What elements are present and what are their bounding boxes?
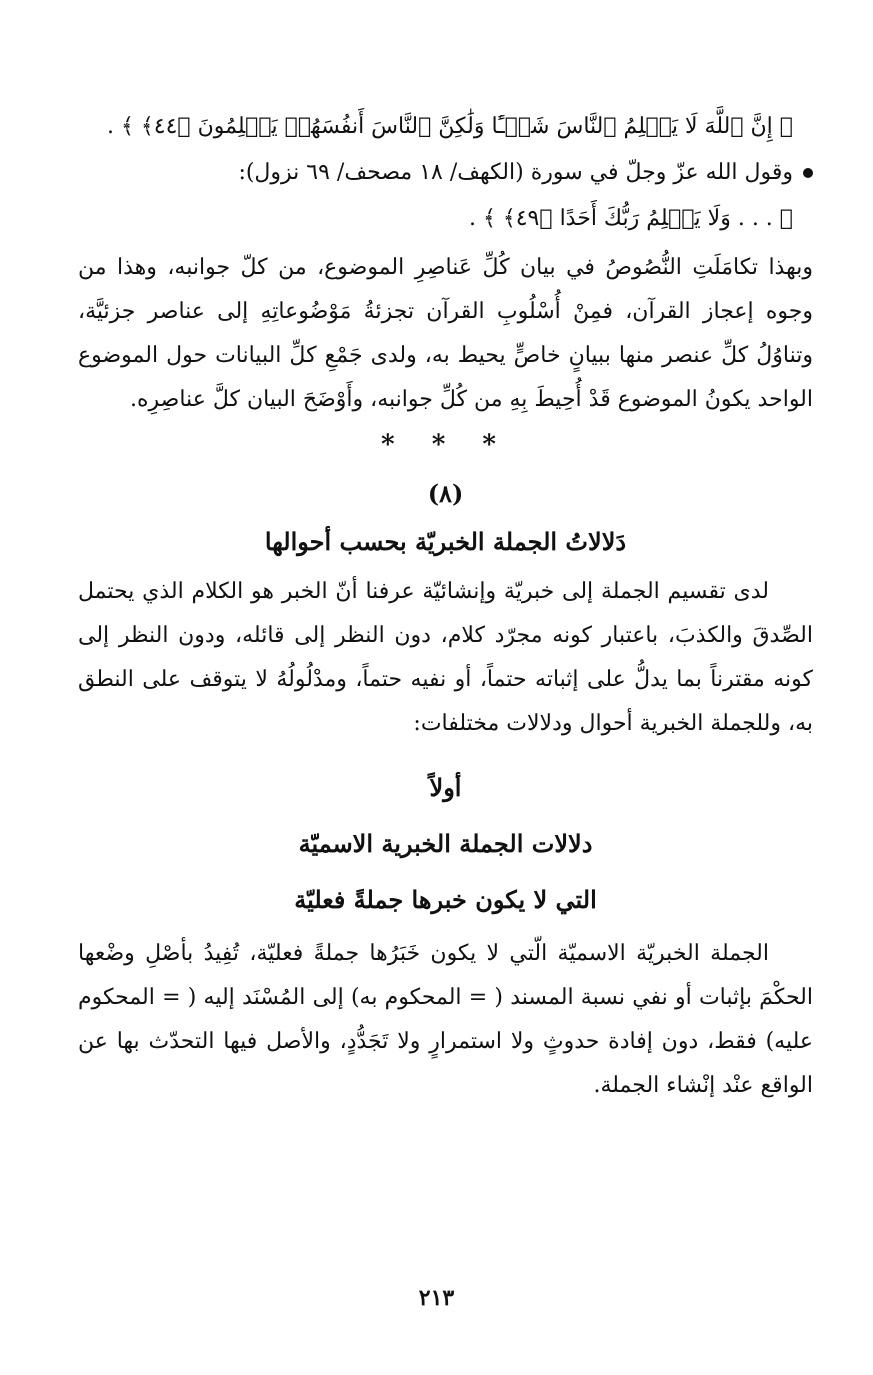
subheading-title-1: دلالات الجملة الخبرية الاسميّة	[298, 829, 593, 858]
paragraph-1: وبهذا تكامَلَتِ النُّصُوصُ في بيان كُلِّ عَناصِرِ الموضوع، من كلّ جوانبه، وهذا من وجوه إعجاز القرآن، فمِنْ أُسْلُوبِ القرآن تجزئةُ مَوْضُوعاتِهِ إلى عناصر جزئيَّة، وتناوُلُ كلِّ عنصر منها ببيانٍ خاصٍّ يحيط به، ولدى جَمْعِ كلِّ البيانات حول الموضوع الواحد يكونُ الموضوع قَدْ أُحِيطَ بِهِ من كُلِّ جوانبه، وأَوْضَحَ البيان كلَّ عناصِرِه.	[78, 255, 813, 412]
paragraph-2: لدى تقسيم الجملة إلى خبريّة وإنشائيّة عرفنا أنّ الخبر هو الكلام الذي يحتمل الصِّدقَ والكذبَ، باعتبار كونه مجرّد كلام، دون النظر إلى قائله، ودون النظر إلى كونه مقترناً بما يدلُّ على إثباته حتماً، أو نفيه حتماً، ومدْلُولُهُ لا يتوقف على النطق به، وللجملة الخبرية أحوال ودلالات مختلفات:	[78, 579, 813, 736]
page-number: ٢١٣	[418, 1285, 455, 1311]
subheading-title-2: التي لا يكون خبرها جملةً فعليّة	[294, 885, 597, 914]
bullet-item	[78, 150, 813, 196]
quran-verse-1: ﴿ إِنَّ ٱللَّهَ لَا يَظۡلِمُ ٱلنَّاسَ شَيۡـًٔا وَلَٰكِنَّ ٱلنَّاسَ أَنفُسَهُمۡ يَظۡلِمُونَ ﴿٤٤﴾ ﴾ .	[107, 114, 793, 139]
section-number: (٨)	[427, 479, 464, 508]
paragraph-3: الجملة الخبريّة الاسميّة الّتي لا يكون خَبَرُها جملةً فعليّة، تُفِيدُ بأصْلِ وضْعها الحكْمَ بإثبات أو نفي نسبة المسند ( = المحكوم به) إلى المُسْنَد إليه ( = المحكوم عليه) فقط، دون إفادة حدوثٍ ولا استمرارٍ ولا تَجَدُّدٍ، والأصل فيها التحدّث بها عن الواقع عنْد إنْشاء الجملة.	[78, 941, 813, 1098]
subheading-first: أولاً	[429, 773, 462, 802]
bullet-icon	[803, 168, 813, 178]
page-content	[78, 104, 813, 1108]
quran-verse-2: ﴿ . . . وَلَا يَظۡلِمُ رَبُّكَ أَحَدًا ﴿٤٩﴾ ﴾ .	[468, 206, 793, 231]
section-title: دَلالاتُ الجملة الخبريّة بحسب أحوالها	[264, 527, 627, 556]
section-separator: * * *	[381, 430, 510, 460]
bullet-text: وقول الله عزّ وجلّ في سورة (الكهف/ ١٨ مصحف/ ٦٩ نزول):	[238, 160, 793, 185]
